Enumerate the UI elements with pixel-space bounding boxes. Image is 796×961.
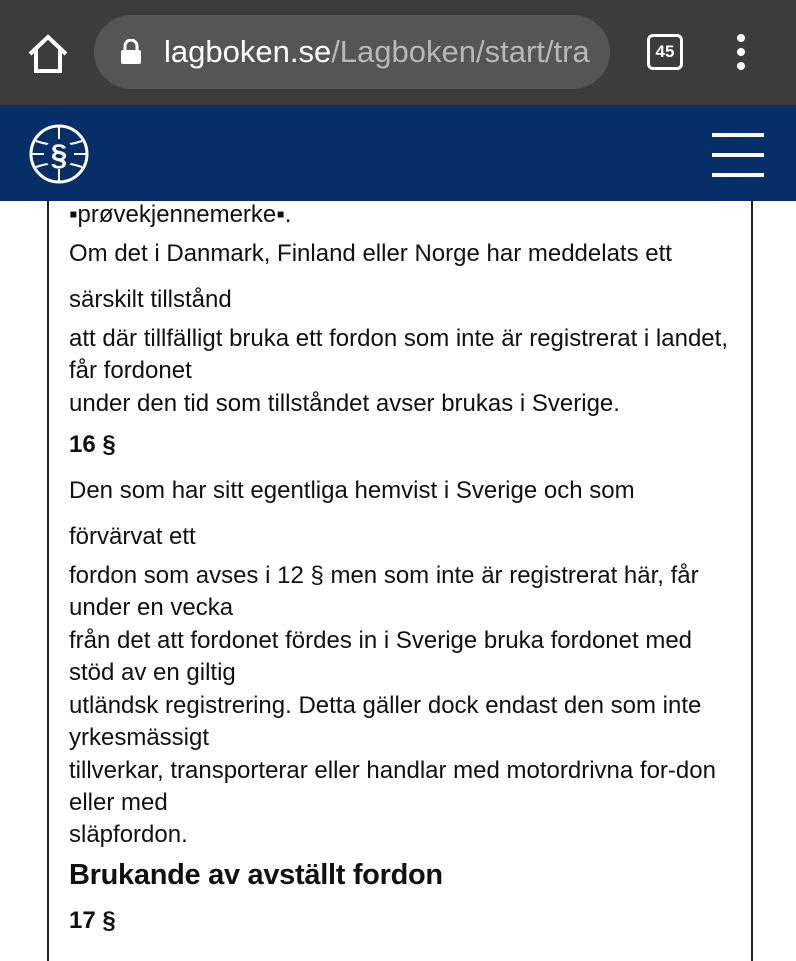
- law-text-container: [47, 201, 753, 961]
- more-menu-icon[interactable]: [734, 34, 748, 70]
- text-line: Den som har sitt egentliga hemvist i Sverige och som: [69, 477, 635, 504]
- browser-toolbar: [0, 0, 796, 105]
- text-line: från det att fordonet fördes in i Sverige bruka fordonet med stöd av en giltig: [69, 627, 693, 686]
- address-bar[interactable]: [94, 15, 610, 89]
- url-text[interactable]: [164, 32, 594, 72]
- text-line: förvärvat ett: [69, 523, 196, 550]
- url-domain: lagboken.se: [164, 34, 332, 69]
- svg-text:§: §: [50, 139, 68, 172]
- lock-icon: [120, 39, 142, 65]
- lagboken-logo-icon[interactable]: [28, 123, 90, 185]
- home-icon: [26, 32, 70, 76]
- text-line: fordon som avses i 12 § men som inte är registrerat här, får under en vecka: [69, 562, 699, 621]
- text-line: särskilt tillstånd: [69, 286, 232, 313]
- text-line: under den tid som tillståndet avser brukas i Sverige.: [69, 390, 620, 417]
- tab-switcher-button[interactable]: 45: [647, 34, 683, 70]
- section-heading: Brukande av avställt fordon: [69, 859, 443, 891]
- text-line: tillverkar, transporterar eller handlar med motordrivna for-don eller med: [69, 757, 716, 816]
- site-header: [0, 105, 796, 201]
- text-line: Om det i Danmark, Finland eller Norge har meddelats ett: [69, 240, 672, 267]
- hamburger-menu-icon[interactable]: [712, 133, 764, 177]
- section-number: 17 §: [69, 907, 116, 934]
- text-line: ▪prøvekjennemerke▪.: [69, 201, 292, 228]
- text-line: att där tillfälligt bruka ett fordon som inte är registrerat i landet, får fordonet: [69, 325, 728, 384]
- url-path: /Lagboken/start/tra: [331, 34, 590, 69]
- text-line: släpfordon.: [69, 821, 188, 848]
- section-number: 16 §: [69, 431, 116, 458]
- text-line: utländsk registrering. Detta gäller dock endast den som inte yrkesmässigt: [69, 692, 702, 751]
- home-button[interactable]: [26, 32, 70, 76]
